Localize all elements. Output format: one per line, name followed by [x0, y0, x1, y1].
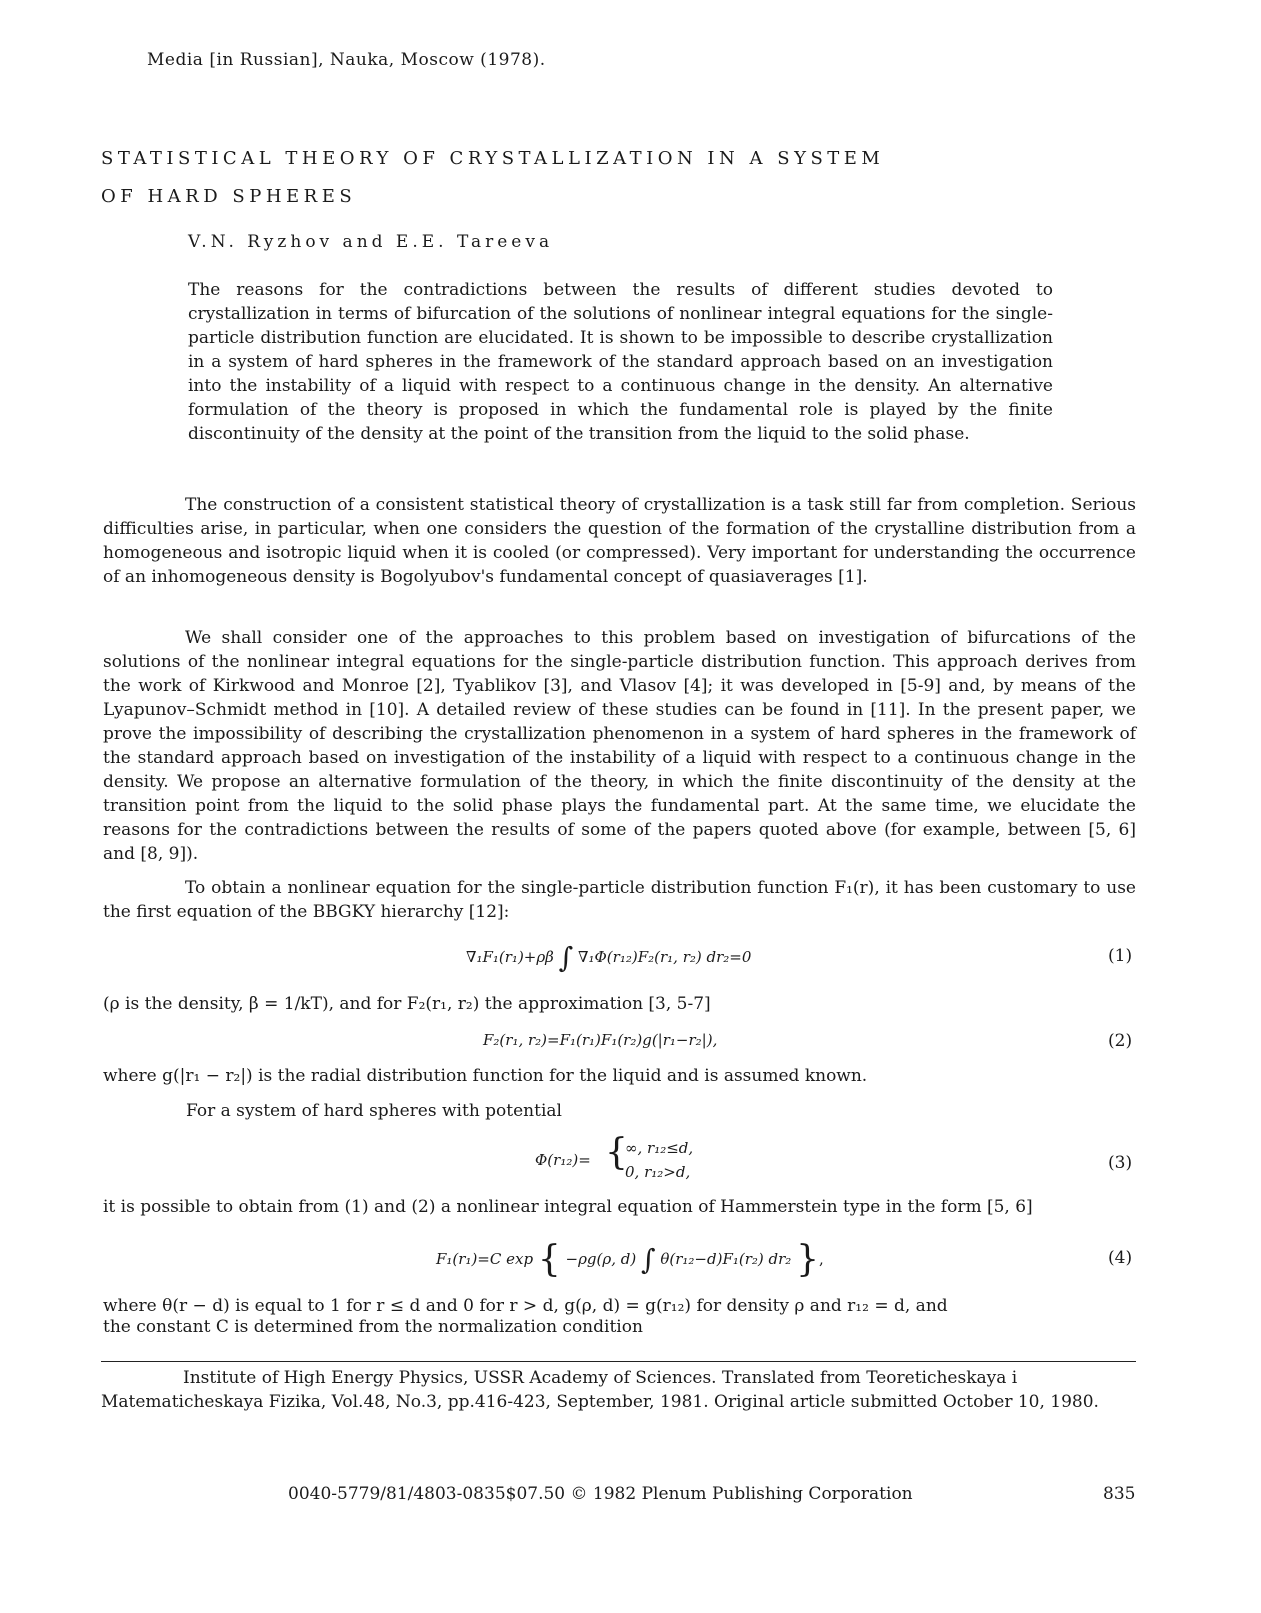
integral-sign: ∫ [640, 1243, 656, 1276]
paragraph-bbgky-text: To obtain a nonlinear equation for the single-particle distribution function F₁(r), it has been customary to use the first equation of the BBGKY hierarchy [12]: [103, 878, 1136, 922]
previous-reference-tail: Media [in Russian], Nauka, Moscow (1978). [147, 50, 546, 70]
paragraph-approach [103, 626, 1136, 866]
article-title-line-1: STATISTICAL THEORY OF CRYSTALLIZATION IN A SYSTEM [101, 148, 885, 169]
line-normalization: the constant C is determined from the normalization condition [103, 1317, 643, 1337]
equation-3-case-1: ∞, r₁₂≤d, [625, 1139, 694, 1157]
equation-1-number: (1) [1108, 946, 1133, 966]
paragraph-approach-text: We shall consider one of the approaches to this problem based on investigation of bifurcations of the solutions of the nonlinear integral equations for the single-particle distribution function. This approach derives from the work of Kirkwood and Monroe [2], Tyablikov [3], and Vlasov [4]; it was developed in [5-9] and, by means of the Lyapunov–Schmidt method in [10]. A detailed review of these studies can be found in [11]. In the present paper, we prove the impossibility of describing the crystallization phenomenon in a system of hard spheres in the framework of the standard approach based on investigation of the instability of a liquid with respect to a continuous change in the density. We propose an alternative formulation of the theory, in which the finite discontinuity of the density at the transition point from the liquid to the solid phase plays the fundamental part. At the same time, we elucidate the reasons for the contradictions between the results of some of the papers quoted above (for example, between [5, 6] and [8, 9]). [103, 628, 1136, 864]
equation-3-number: (3) [1108, 1153, 1133, 1173]
authors: V.N. Ryzhov and E.E. Tareeva [188, 232, 554, 252]
line-hammerstein: it is possible to obtain from (1) and (2) a nonlinear integral equation of Hammerstein type in the form [5, 6] [103, 1197, 1033, 1217]
footnote-divider [101, 1361, 1136, 1362]
paragraph-intro [103, 493, 1136, 589]
equation-2-number: (2) [1108, 1031, 1133, 1051]
article-title-line-2: OF HARD SPHERES [101, 186, 357, 207]
equation-4: F₁(r₁)=C exp { −ρg(ρ, d) ∫ θ(r₁₂−d)F₁(r₂) dr₂ }, [436, 1239, 824, 1280]
equation-4-number: (4) [1108, 1248, 1133, 1268]
brace-left-icon: { [537, 1239, 561, 1280]
equation-3 [535, 1132, 735, 1185]
integral-sign: ∫ [558, 941, 574, 974]
equation-4-middle: −ρg(ρ, d) [565, 1250, 637, 1268]
equation-3-case-2: 0, r₁₂>d, [625, 1163, 691, 1181]
footnote-text: Institute of High Energy Physics, USSR Academy of Sciences. Translated from Teoreticheskaya i Matematicheskaya Fizika, Vol.48, No.3, pp.416-423, September, 1981. Original article submitted October 10, 1980. [101, 1368, 1099, 1412]
equation-2: F₂(r₁, r₂)=F₁(r₁)F₁(r₂)g(|r₁−r₂|), [483, 1031, 718, 1049]
brace-right-icon: } [796, 1239, 819, 1280]
footer-copyright: 0040-5779/81/4803-0835$07.50 © 1982 Plenum Publishing Corporation [288, 1484, 913, 1504]
page-number: 835 [1103, 1484, 1136, 1504]
paragraph-bbgky [103, 876, 1136, 924]
brace-icon: { [605, 1132, 628, 1173]
equation-4-rhs: θ(r₁₂−d)F₁(r₂) dr₂ [660, 1250, 792, 1268]
equation-3-lhs: Φ(r₁₂)= [535, 1151, 591, 1169]
line-density-definition: (ρ is the density, β = 1/kT), and for F₂(r₁, r₂) the approximation [3, 5-7] [103, 994, 711, 1014]
equation-4-lhs: F₁(r₁)=C exp [436, 1250, 534, 1268]
line-hard-spheres: For a system of hard spheres with potential [186, 1101, 562, 1121]
line-radial-distribution: where g(|r₁ − r₂|) is the radial distribution function for the liquid and is assumed known. [103, 1066, 868, 1086]
paragraph-intro-text: The construction of a consistent statistical theory of crystallization is a task still far from completion. Serious difficulties arise, in particular, when one considers the question of the formation of the crystalline distribution from a homogeneous and isotropic liquid when it is cooled (or compressed). Very important for understanding the occurrence of an inhomogeneous density is Bogolyubov's fundamental concept of quasiaverages [1]. [103, 495, 1136, 587]
footnote [101, 1366, 1141, 1414]
equation-1 [466, 941, 752, 974]
equation-1-rhs: ∇₁Φ(r₁₂)F₂(r₁, r₂) dr₂=0 [578, 948, 752, 966]
abstract: The reasons for the contradictions between the results of different studies devoted to crystallization in terms of bifurcation of the solutions of nonlinear integral equations for the single-particle distribution function are elucidated. It is shown to be impossible to describe crystallization in a system of hard spheres in the framework of the standard approach based on an investigation into the instability of a liquid with respect to a continuous change in the density. An alternative formulation of the theory is proposed in which the fundamental role is played by the finite discontinuity of the density at the point of the transition from the liquid to the solid phase. [188, 280, 1053, 444]
equation-1-lhs: ∇₁F₁(r₁)+ρβ [466, 948, 554, 966]
line-theta-definition: where θ(r − d) is equal to 1 for r ≤ d and 0 for r > d, g(ρ, d) = g(r₁₂) for density ρ and r₁₂ = d, and [103, 1296, 948, 1316]
